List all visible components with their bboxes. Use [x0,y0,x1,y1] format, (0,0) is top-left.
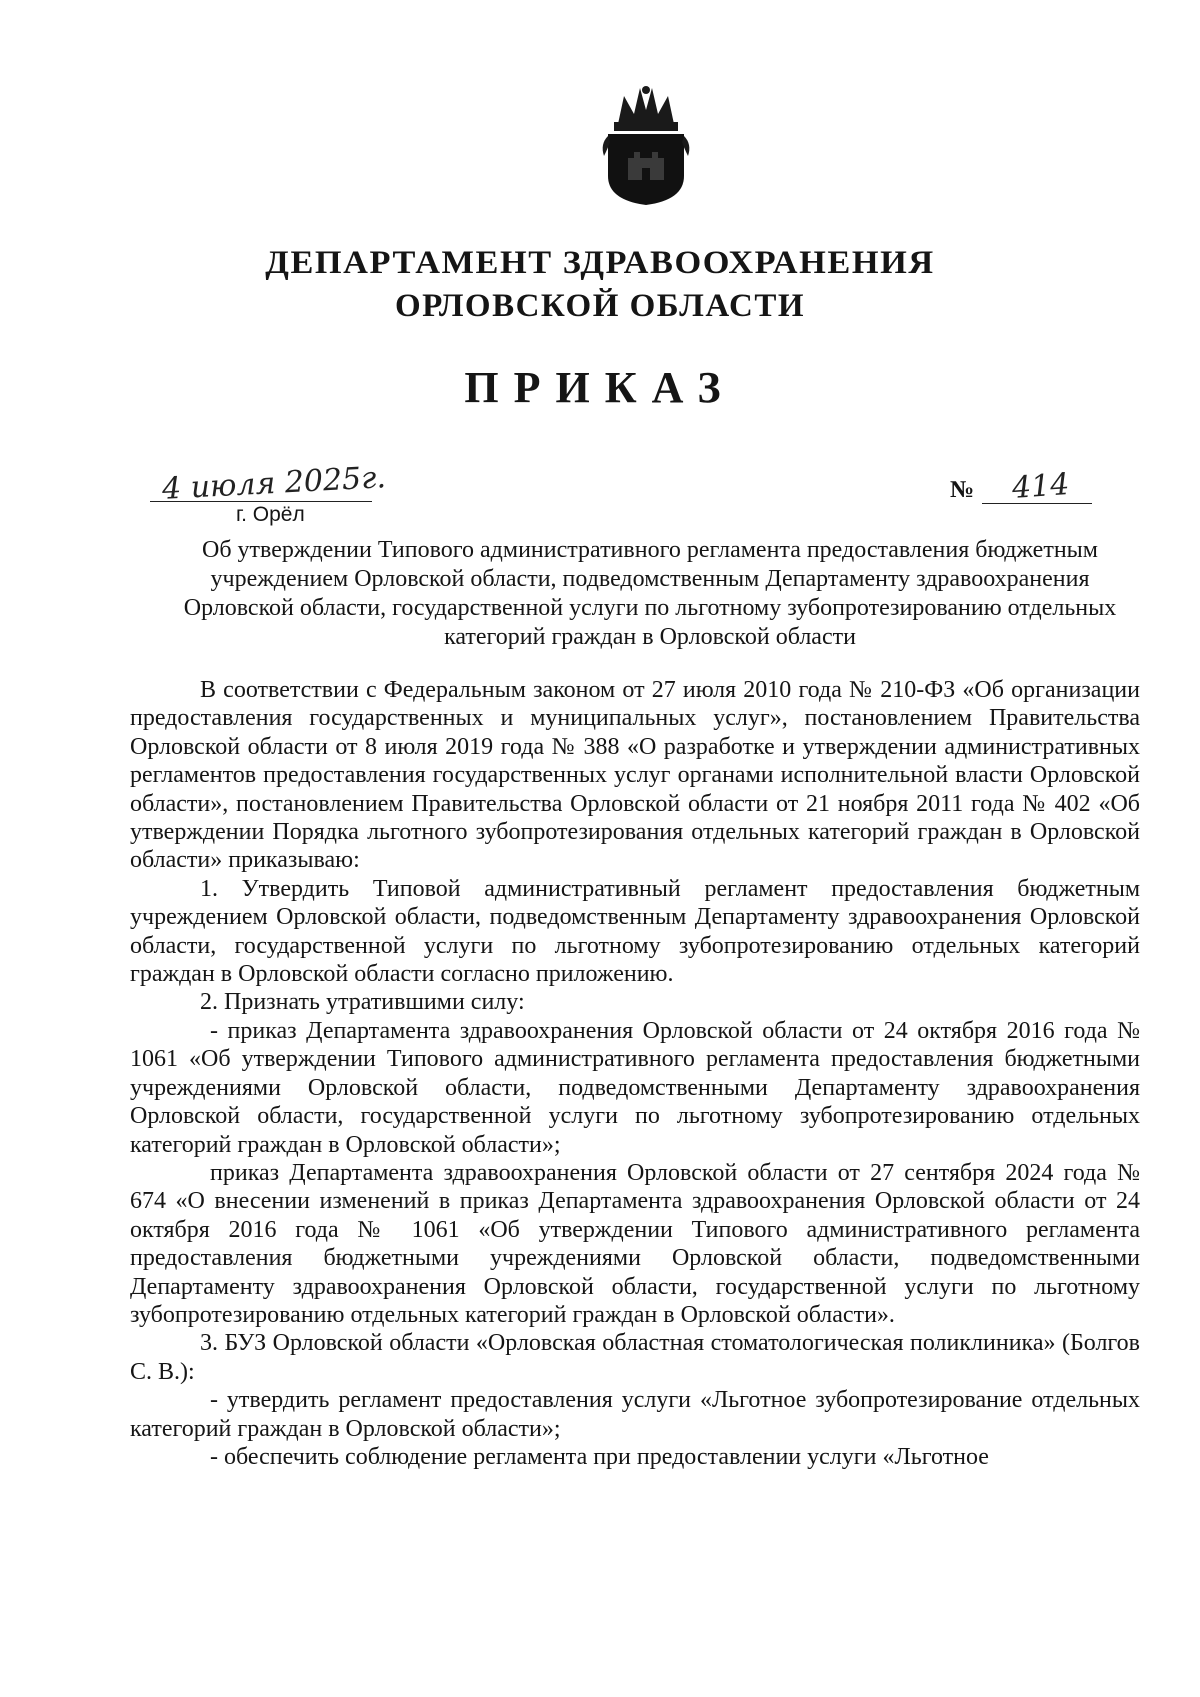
handwritten-order-number: 414 [1010,467,1071,506]
item-3b-paragraph: - обеспечить соблюдение регламента при предоставлении услуги «Льготное [210,1443,989,1470]
order-body [130,676,1140,1471]
item-3a-paragraph: - утвердить регламент предоставления услуги «Льготное зубопротезирование отдельных категорий граждан в Орловской области»; [130,1387,1140,1442]
item-2a-paragraph: - приказ Департамента здравоохранения Орловской области от 24 октября 2016 года № 1061 «Об утверждении Типового административного регламента предоставления бюджетными учреждениями Орловской области, подведомственными Департаменту здравоохранения Орловской области, государственной услуги по льготному зубопротезированию отдельных категорий граждан в Орловской области»; [130,1017,1140,1158]
city-label: г. Орёл [236,503,305,526]
handwritten-date: 4 июля 2025г. [161,460,387,507]
order-title: Об утверждении Типового административного регламента предоставления бюджетным учреждением Орловской области, подведомственным Департаменту здравоохранения Орловской области, государственной услуги по льготному зубопротезированию отдельных категорий граждан в Орловской области [183,537,1117,650]
date-underline [150,501,372,502]
item-2-paragraph: 2. Признать утратившими силу: [200,989,525,1016]
coat-of-arms-icon [598,84,694,206]
item-3-paragraph: 3. БУЗ Орловской области «Орловская областная стоматологическая поликлиника» (Болгов С. В.): [130,1330,1140,1385]
department-name-line1: ДЕПАРТАМЕНТ ЗДРАВООХРАНЕНИЯ [265,245,935,281]
item-1-paragraph: 1. Утвердить Типовой административный регламент предоставления бюджетным учреждением Орловской области, подведомственным Департаменту здравоохранения Орловской области, государственной услуги по льготному зубопротезированию отдельных категорий граждан в Орловской области согласно приложению. [130,875,1140,988]
number-underline [982,503,1092,504]
preamble-paragraph: В соответствии с Федеральным законом от 27 июля 2010 года № 210-ФЗ «Об организации предоставления государственных и муниципальных услуг», постановлением Правительства Орловской области от 8 июля 2019 года № 388 «О разработке и утверждении административных регламентов предоставления государственных услуг органами исполнительной власти Орловской области», постановлением Правительства Орловской области от 21 ноября 2011 года № 402 «Об утверждении Порядка льготного зубопротезирования отдельных категорий граждан в Орловской области» приказываю: [130,677,1140,874]
number-sign: № [950,477,975,503]
department-name-line2: ОРЛОВСКОЙ ОБЛАСТИ [394,288,806,324]
document-type-heading: ПРИКАЗ [464,363,736,412]
item-2b-paragraph: приказ Департамента здравоохранения Орловской области от 27 сентября 2024 года № 674 «О внесении изменений в приказ Департамента здравоохранения Орловской области от 24 октября 2016 года № 1061 «Об утверждении Типового административного регламента предоставления бюджетными учреждениями Орловской области, подведомственными Департаменту здравоохранения Орловской области, государственной услуги по льготному зубопротезированию отдельных категорий граждан в Орловской области». [130,1159,1140,1328]
